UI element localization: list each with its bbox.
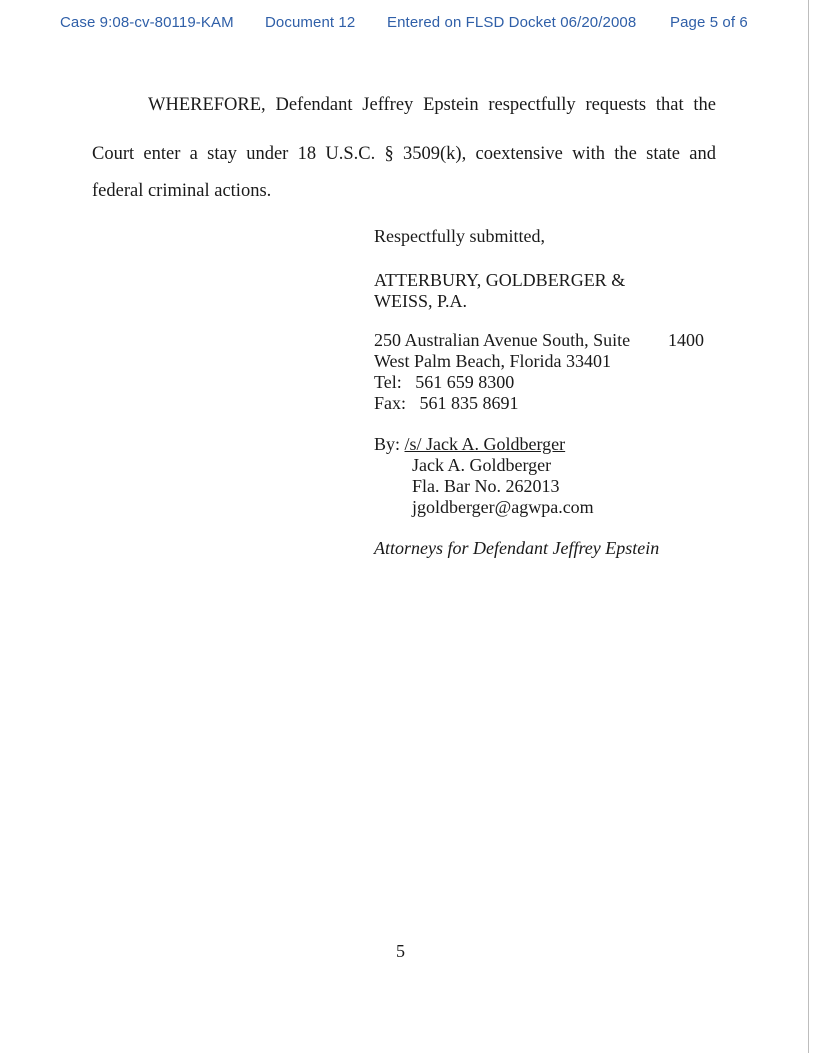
- header-page-count: Page 5 of 6: [670, 14, 748, 31]
- address-line-2: West Palm Beach, Florida 33401: [374, 351, 612, 371]
- body-line-2: [92, 143, 716, 165]
- firm-name-line-2: WEISS, P.A.: [374, 291, 468, 311]
- signature-by-line: [374, 434, 565, 455]
- page-edge-divider: [808, 0, 809, 1053]
- fax-label: Fax:: [374, 393, 407, 413]
- header-case-number: Case 9:08-cv-80119-KAM: [60, 14, 234, 31]
- body-line-2-text: Court enter a stay under 18 U.S.C. § 3509(k), coextensive with the state and: [92, 144, 716, 164]
- address-line-1: 250 Australian Avenue South, Suite: [374, 330, 631, 350]
- attorney-name: Jack A. Goldberger: [412, 455, 552, 475]
- firm-name-line-1: ATTERBURY, GOLDBERGER &: [374, 270, 626, 290]
- closing-text: Respectfully submitted,: [374, 226, 545, 246]
- by-label: By:: [374, 434, 401, 454]
- body-line-3: [92, 180, 716, 202]
- body-line-1-text: WHEREFORE, Defendant Jeffrey Epstein respectfully requests that the: [148, 95, 716, 115]
- electronic-signature: /s/ Jack A. Goldberger: [404, 434, 566, 454]
- header-entered-date: Entered on FLSD Docket 06/20/2008: [387, 14, 637, 31]
- body-line-1: [92, 94, 716, 116]
- page-number: 5: [396, 941, 405, 961]
- attorneys-for-line: Attorneys for Defendant Jeffrey Epstein: [374, 538, 660, 558]
- telephone-line: [374, 372, 514, 393]
- bar-number: Fla. Bar No. 262013: [412, 476, 560, 496]
- fax-line: [374, 393, 519, 414]
- attorney-email: jgoldberger@agwpa.com: [412, 497, 594, 517]
- suite-number: 1400: [668, 330, 704, 350]
- tel-number: 561 659 8300: [415, 372, 515, 392]
- tel-label: Tel:: [374, 372, 402, 392]
- fax-number: 561 835 8691: [419, 393, 519, 413]
- header-document-number: Document 12: [265, 14, 356, 31]
- body-line-3-text: federal criminal actions.: [92, 181, 272, 201]
